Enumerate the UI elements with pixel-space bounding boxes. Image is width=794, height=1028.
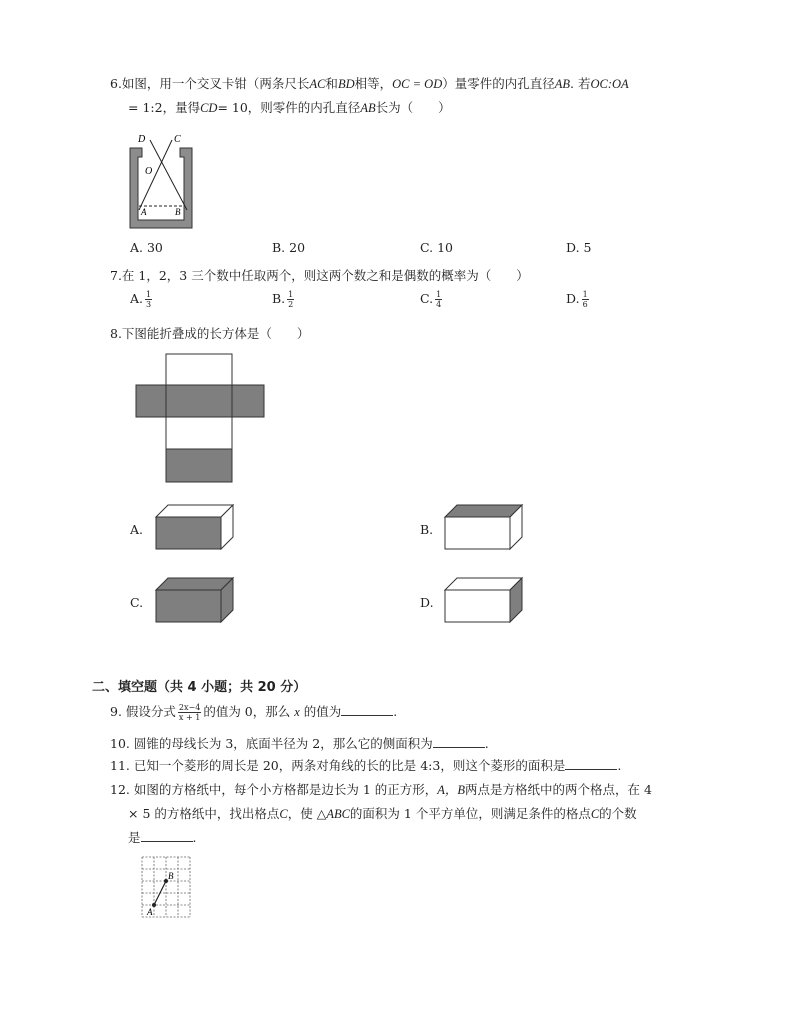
- q8-option-d-box: [444, 577, 524, 625]
- q8-text: 8.下图能折叠成的长方体是（ ）: [110, 326, 310, 341]
- q6-option-d: D. 5: [566, 240, 592, 255]
- q6-option-c: C. 10: [420, 240, 453, 255]
- q10-answer-blank: [433, 735, 485, 748]
- q9-answer-blank: [341, 703, 393, 716]
- q6-option-b: B. 20: [272, 240, 306, 255]
- q6-option-a: A. 30: [130, 240, 163, 255]
- q8-option-b-box: [444, 504, 524, 552]
- q9-fraction: $\frac{2x-4}{x + 1}$: [178, 703, 201, 722]
- q8-option-c-box: [155, 577, 235, 625]
- q11-answer-blank: [565, 757, 617, 770]
- q12-grid-figure: [141, 856, 193, 920]
- section-fill-in-title: 二、填空题（共 4 小题；共 20 分）: [92, 680, 307, 695]
- q9-text: 9. 假设分式 $\frac{2x-4}{x + 1}$ 的值为 0，那么 x 的值为 .: [110, 703, 398, 722]
- q8-option-a-box: [155, 504, 235, 552]
- q6-line1: 6.如图，用一个交叉卡钳（两条尺长AC和BD相等，OC = OD）量零件的内孔直径AB. 若OC:OA: [110, 76, 629, 91]
- q8-option-c-label: C.: [130, 595, 144, 610]
- q6-line2: = 1:2，量得CD= 10，则零件的内孔直径AB长为（ ）: [128, 100, 451, 115]
- label-D: D: [138, 134, 146, 145]
- label-B: B: [175, 207, 181, 217]
- q12-line1: 12. 如图的方格纸中，每个小方格都是边长为 1 的正方形，A，B两点是方格纸中的两个格点，在 4: [110, 782, 652, 797]
- point-A: [152, 903, 156, 907]
- q11-text: 11. 已知一个菱形的周长是 20，两条对角线的长的比是 4:3，则这个菱形的面积是 .: [110, 758, 622, 773]
- q8-option-b-label: B.: [420, 522, 434, 537]
- q12-line3: 是 .: [128, 830, 197, 845]
- q7-option-a: A. $\frac{1}{3}$: [130, 290, 152, 309]
- label-A: A: [147, 907, 153, 917]
- q7-option-d: D. $\frac{1}{6}$: [566, 290, 588, 309]
- q7-text: 7.在 1，2，3 三个数中任取两个，则这两个数之和是偶数的概率为（ ）: [110, 268, 529, 283]
- q10-text: 10. 圆锥的母线长为 3，底面半径为 2，那么它的侧面积为 .: [110, 736, 489, 751]
- q8-net-figure: [135, 353, 267, 485]
- label-A: A: [141, 207, 147, 217]
- q12-answer-blank: [141, 829, 193, 842]
- q8-option-d-label: D.: [420, 595, 434, 610]
- q7-option-b: B. $\frac{1}{2}$: [272, 290, 294, 309]
- label-B: B: [168, 871, 174, 881]
- q8-option-a-label: A.: [130, 522, 144, 537]
- q7-option-c: C. $\frac{1}{4}$: [420, 290, 442, 309]
- q12-line2: × 5 的方格纸中，找出格点C，使 △ABC的面积为 1 个平方单位，则满足条件的格点C的个数: [128, 806, 637, 821]
- q6-caliper-figure: [125, 130, 205, 230]
- label-C: C: [174, 134, 181, 145]
- label-O: O: [145, 166, 153, 177]
